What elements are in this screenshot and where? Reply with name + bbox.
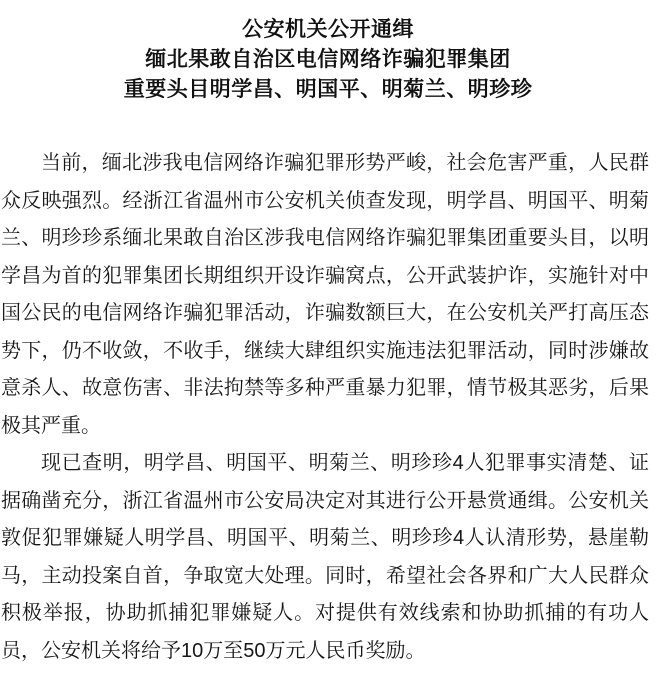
title-line-3: 重要头目明学昌、明国平、明菊兰、明珍珍 bbox=[123, 78, 533, 101]
title-line-1: 公安机关公开通缉 bbox=[242, 18, 414, 41]
notice-title bbox=[0, 0, 656, 105]
paragraph-reward: 现已查明，明学昌、明国平、明菊兰、明珍珍4人犯罪事实清楚、证据确凿充分，浙江省温州市公安局决定对其进行公开悬赏通缉。公安机关敦促犯罪嫌疑人明学昌、明国平、明菊兰、明珍珍4人认清形势，悬崖勒马，主动投案自首，争取宽大处理。同时，希望社会各界和广大人民群众积极举报，协助抓捕犯罪嫌疑人。对提供有效线索和协助抓捕的有功人员，公安机关将给予10万至50万元人民币奖励。 bbox=[1, 452, 649, 662]
notice-body bbox=[0, 145, 656, 670]
paragraph-situation: 当前，缅北涉我电信网络诈骗犯罪形势严峻，社会危害严重，人民群众反映强烈。经浙江省温州市公安机关侦查发现，明学昌、明国平、明菊兰、明珍珍系缅北果敢自治区涉我电信网络诈骗犯罪集团重要头目，以明学昌为首的犯罪集团长期组织开设诈骗窝点，公开武装护诈，实施针对中国公民的电信网络诈骗犯罪活动，诈骗数额巨大，在公安机关严打高压态势下，仍不收敛，不收手，继续大肆组织实施违法犯罪活动，同时涉嫌故意杀人、故意伤害、非法拘禁等多种严重暴力犯罪，情节极其恶劣，后果极其严重。 bbox=[1, 152, 649, 437]
title-line-2: 缅北果敢自治区电信网络诈骗犯罪集团 bbox=[145, 48, 511, 71]
